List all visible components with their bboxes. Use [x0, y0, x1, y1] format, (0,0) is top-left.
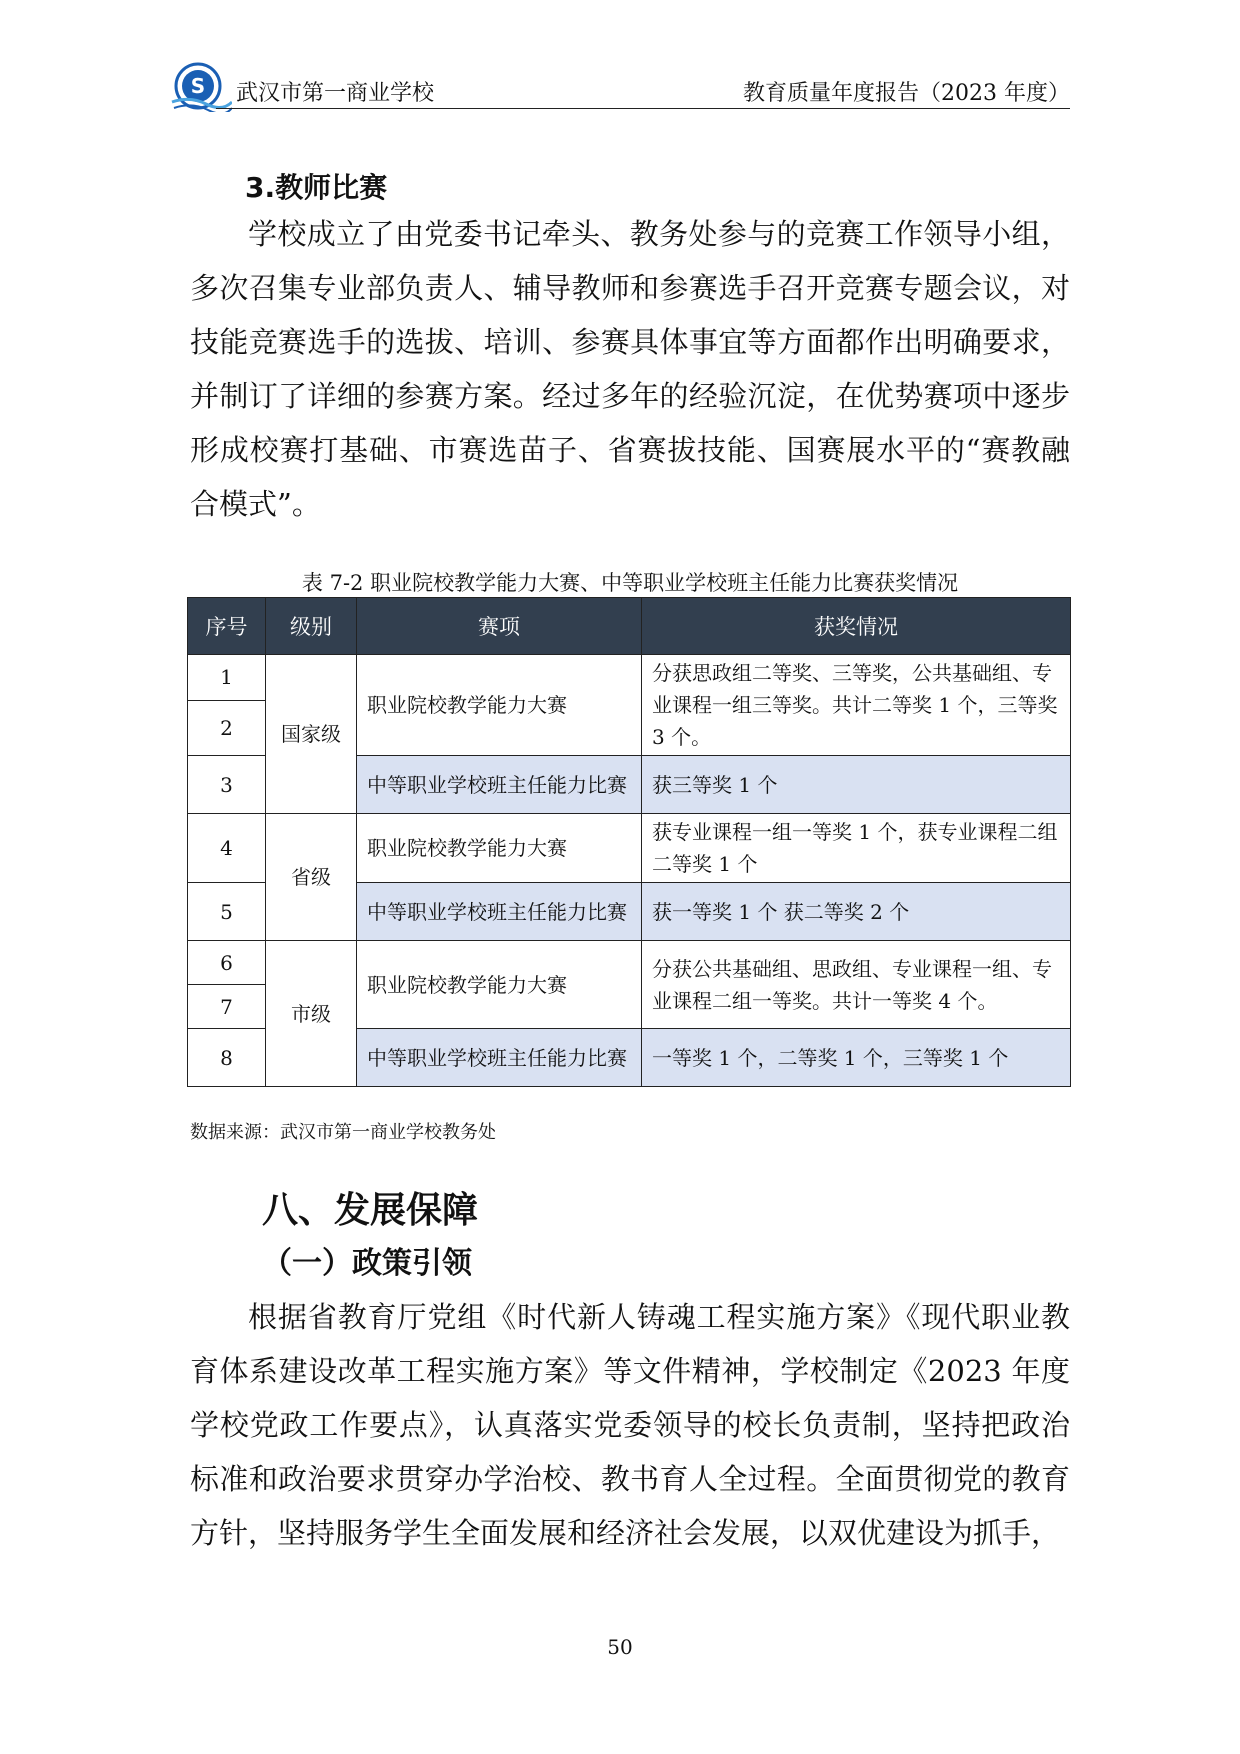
- header-school-name: 武汉市第一商业学校: [236, 81, 435, 106]
- row-number: 7: [188, 985, 266, 1029]
- level-cell: 国家级: [266, 655, 357, 814]
- row-number: 2: [188, 700, 266, 755]
- level-cell: 省级: [266, 814, 357, 941]
- row-number: 6: [188, 941, 266, 985]
- awards-table: [187, 597, 1071, 1087]
- row-number: 1: [188, 655, 266, 701]
- result-cell: 分获思政组二等奖、三等奖，公共基础组、专业课程一组三等奖。共计二等奖 1 个，三等奖 3 个。: [642, 655, 1071, 756]
- table-row: [188, 655, 1071, 701]
- column-header: 级别: [266, 598, 357, 655]
- result-cell: 获一等奖 1 个 获二等奖 2 个: [642, 883, 1071, 941]
- row-number: 4: [188, 814, 266, 883]
- event-cell: 职业院校教学能力大赛: [357, 655, 642, 756]
- event-cell: 职业院校教学能力大赛: [357, 814, 642, 883]
- row-number: 8: [188, 1029, 266, 1087]
- chapter-heading: 八、发展保障: [262, 1190, 479, 1231]
- result-cell: 获专业课程一组一等奖 1 个，获专业课程二组二等奖 1 个: [642, 814, 1071, 883]
- header-report-title: 教育质量年度报告（2023 年度）: [743, 81, 1070, 106]
- table-header-row: [188, 598, 1071, 655]
- table-caption: 表 7-2 职业院校教学能力大赛、中等职业学校班主任能力比赛获奖情况: [301, 571, 959, 595]
- chapter-paragraph: 根据省教育厅党组《时代新人铸魂工程实施方案》《现代职业教育体系建设改革工程实施方案》等文件精神，学校制定《2023 年度学校党政工作要点》，认真落实党委领导的校长负责制，坚持把政治标准和政治要求贯穿办学治校、教书育人全过程。全面贯彻党的教育方针，坚持服务学生全面发展和经济社会发展，以双优建设为抓手，: [190, 1300, 1070, 1550]
- row-number: 3: [188, 756, 266, 814]
- school-logo-icon: [170, 62, 232, 112]
- svg-text:S: S: [190, 74, 206, 98]
- level-cell: 市级: [266, 941, 357, 1087]
- event-cell: 中等职业学校班主任能力比赛: [357, 756, 642, 814]
- column-header: 序号: [188, 598, 266, 655]
- section-heading: 3.教师比赛: [245, 171, 388, 204]
- row-number: 5: [188, 883, 266, 941]
- event-cell: 中等职业学校班主任能力比赛: [357, 1029, 642, 1087]
- table-row: [188, 814, 1071, 883]
- event-cell: 中等职业学校班主任能力比赛: [357, 883, 642, 941]
- section-paragraph: 学校成立了由党委书记牵头、教务处参与的竞赛工作领导小组，多次召集专业部负责人、辅导教师和参赛选手召开竞赛专题会议，对技能竞赛选手的选拔、培训、参赛具体事宜等方面都作出明确要求，并制订了详细的参赛方案。经过多年的经验沉淀，在优势赛项中逐步形成校赛打基础、市赛选苗子、省赛拔技能、国赛展水平的“赛教融合模式”。: [190, 217, 1070, 521]
- result-cell: 获三等奖 1 个: [642, 756, 1071, 814]
- result-cell: 分获公共基础组、思政组、专业课程一组、专业课程二组一等奖。共计一等奖 4 个。: [642, 941, 1071, 1029]
- event-cell: 职业院校教学能力大赛: [357, 941, 642, 1029]
- table-row: [188, 941, 1071, 985]
- result-cell: 一等奖 1 个，二等奖 1 个，三等奖 1 个: [642, 1029, 1071, 1087]
- column-header: 获奖情况: [642, 598, 1071, 655]
- table-source-note: 数据来源：武汉市第一商业学校教务处: [190, 1122, 496, 1143]
- header-rule: [216, 108, 1070, 109]
- subsection-heading: （一）政策引领: [262, 1246, 472, 1281]
- page-number: 50: [607, 1635, 633, 1659]
- column-header: 赛项: [357, 598, 642, 655]
- page-header: [170, 62, 1070, 108]
